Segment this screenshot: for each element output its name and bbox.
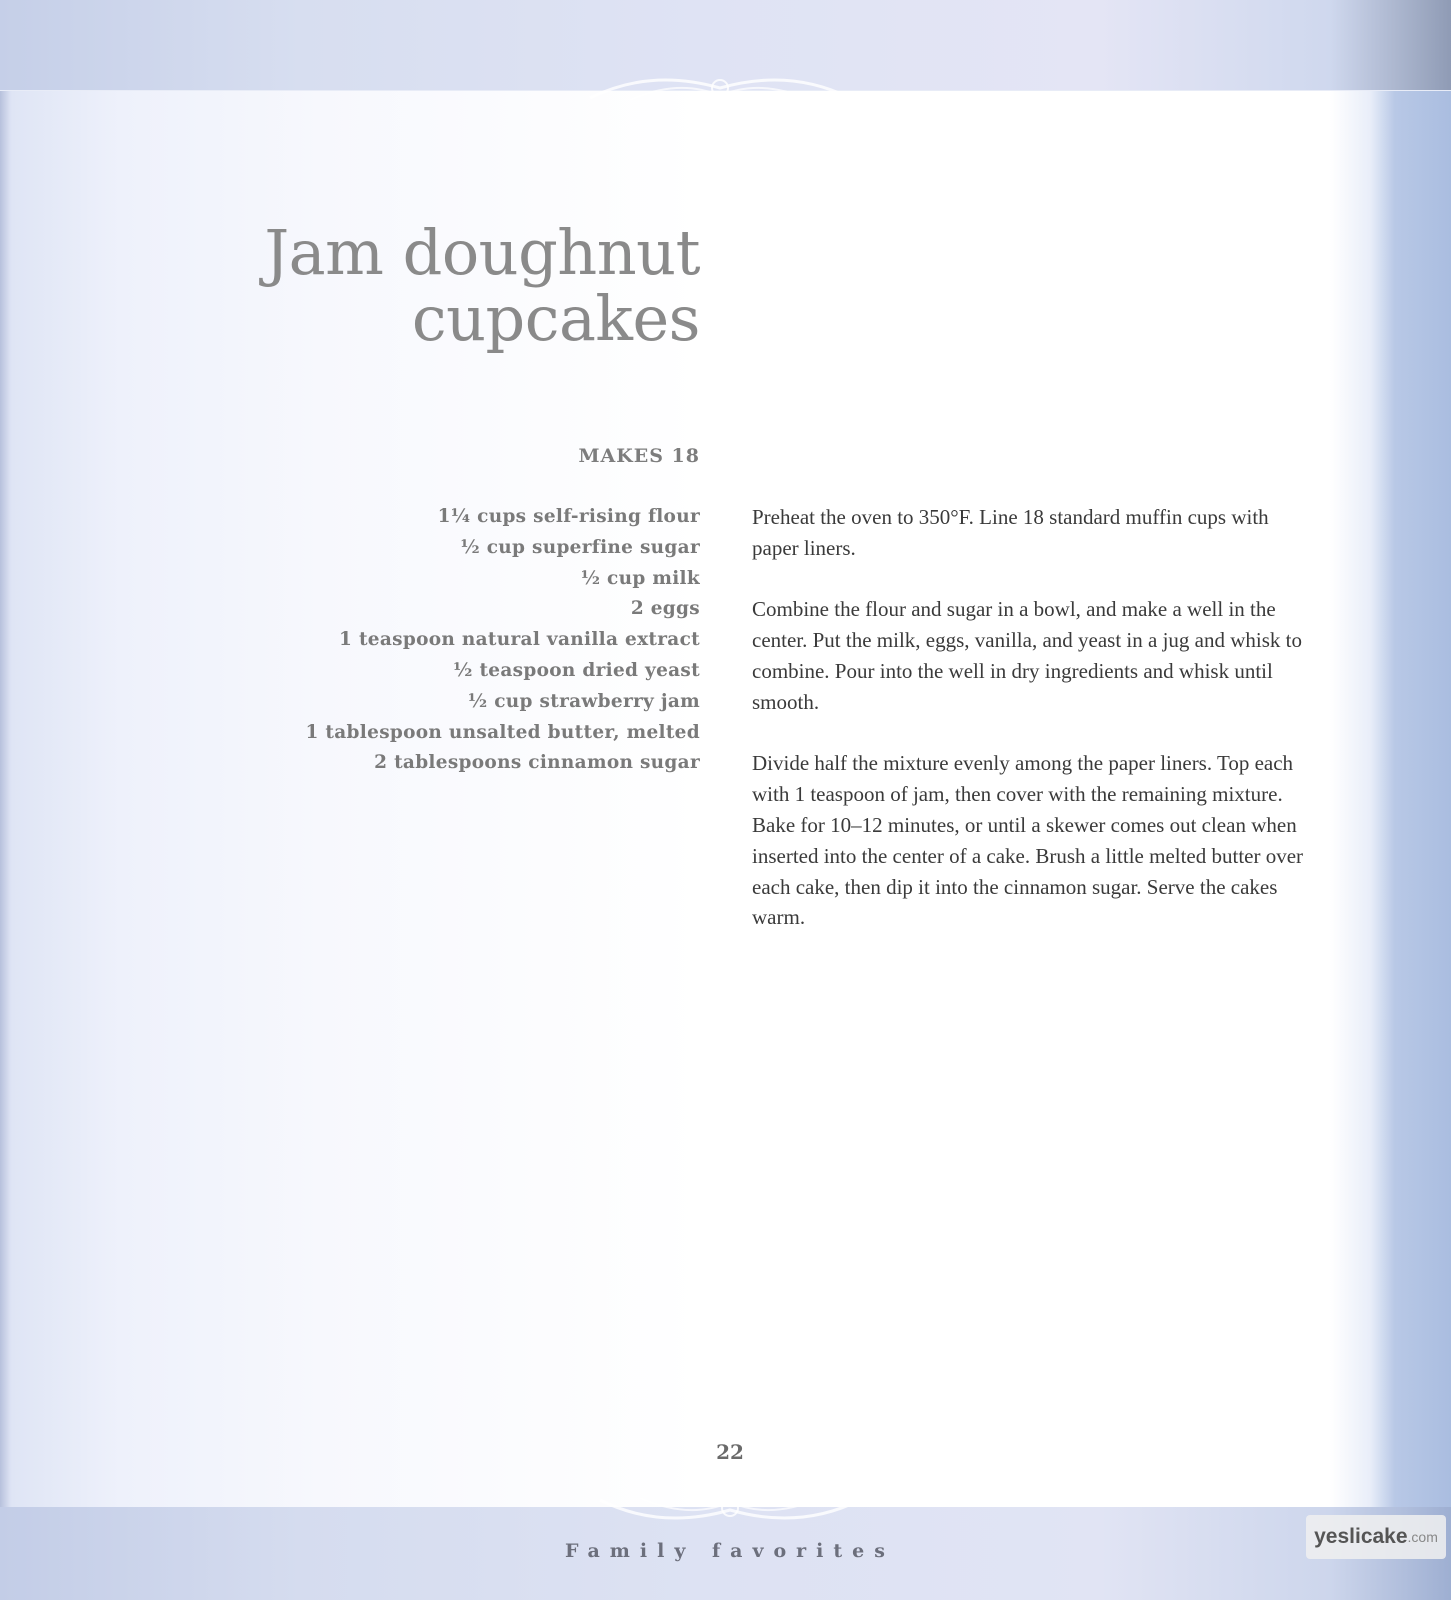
chapter-footer: Family favorites	[565, 1540, 895, 1562]
watermark-brand: cake	[1360, 1525, 1408, 1548]
method-step: Combine the flour and sugar in a bowl, and make a well in the center. Put the milk, eggs, vanilla, and yeast in a jug and whisk to combine. Pour into the well in dry ingredients and whisk until smooth.	[752, 597, 1302, 714]
ingredient-list	[220, 502, 700, 779]
ingredient-item: 1¼ cups self-rising flour	[437, 506, 700, 527]
watermark-suffix: .com	[1407, 1529, 1438, 1545]
recipe-title-line1: Jam doughnut	[264, 216, 700, 289]
ingredient-item: ½ cup milk	[580, 567, 700, 589]
ingredient-item: 2 eggs	[630, 598, 700, 620]
page-number: 22	[716, 1440, 744, 1464]
ingredient-item: 1 teaspoon natural vanilla extract	[339, 629, 700, 651]
site-watermark	[1306, 1515, 1446, 1559]
ingredient-item: 2 tablespoons cinnamon sugar	[374, 752, 700, 774]
ingredient-item: ½ teaspoon dried yeast	[453, 659, 700, 681]
recipe-title-line2: cupcakes	[411, 282, 700, 355]
footer-ornament-icon	[580, 1478, 880, 1540]
page-spine-shadow	[0, 0, 10, 1600]
header-ornament-icon	[570, 58, 870, 118]
watermark-prefix: yesli	[1314, 1525, 1361, 1548]
recipe-title	[200, 216, 700, 355]
method-step: Preheat the oven to 350°F. Line 18 standard muffin cups with paper liners.	[752, 505, 1269, 560]
method-section	[752, 502, 1312, 964]
ingredient-item: 1 tablespoon unsalted butter, melted	[305, 721, 700, 743]
method-step: Divide half the mixture evenly among the paper liners. Top each with 1 teaspoon of jam, then cover with the remaining mixture. Bake for 10–12 minutes, or until a skewer comes out clean when inserted into the center of a cake. Brush a little melted butter over each cake, then dip it into the cinnamon sugar. Serve the cakes warm.	[752, 751, 1304, 930]
ingredient-item: ½ cup strawberry jam	[467, 690, 700, 712]
ingredient-item: ½ cup superfine sugar	[460, 536, 700, 558]
recipe-yield: MAKES 18	[578, 445, 700, 467]
